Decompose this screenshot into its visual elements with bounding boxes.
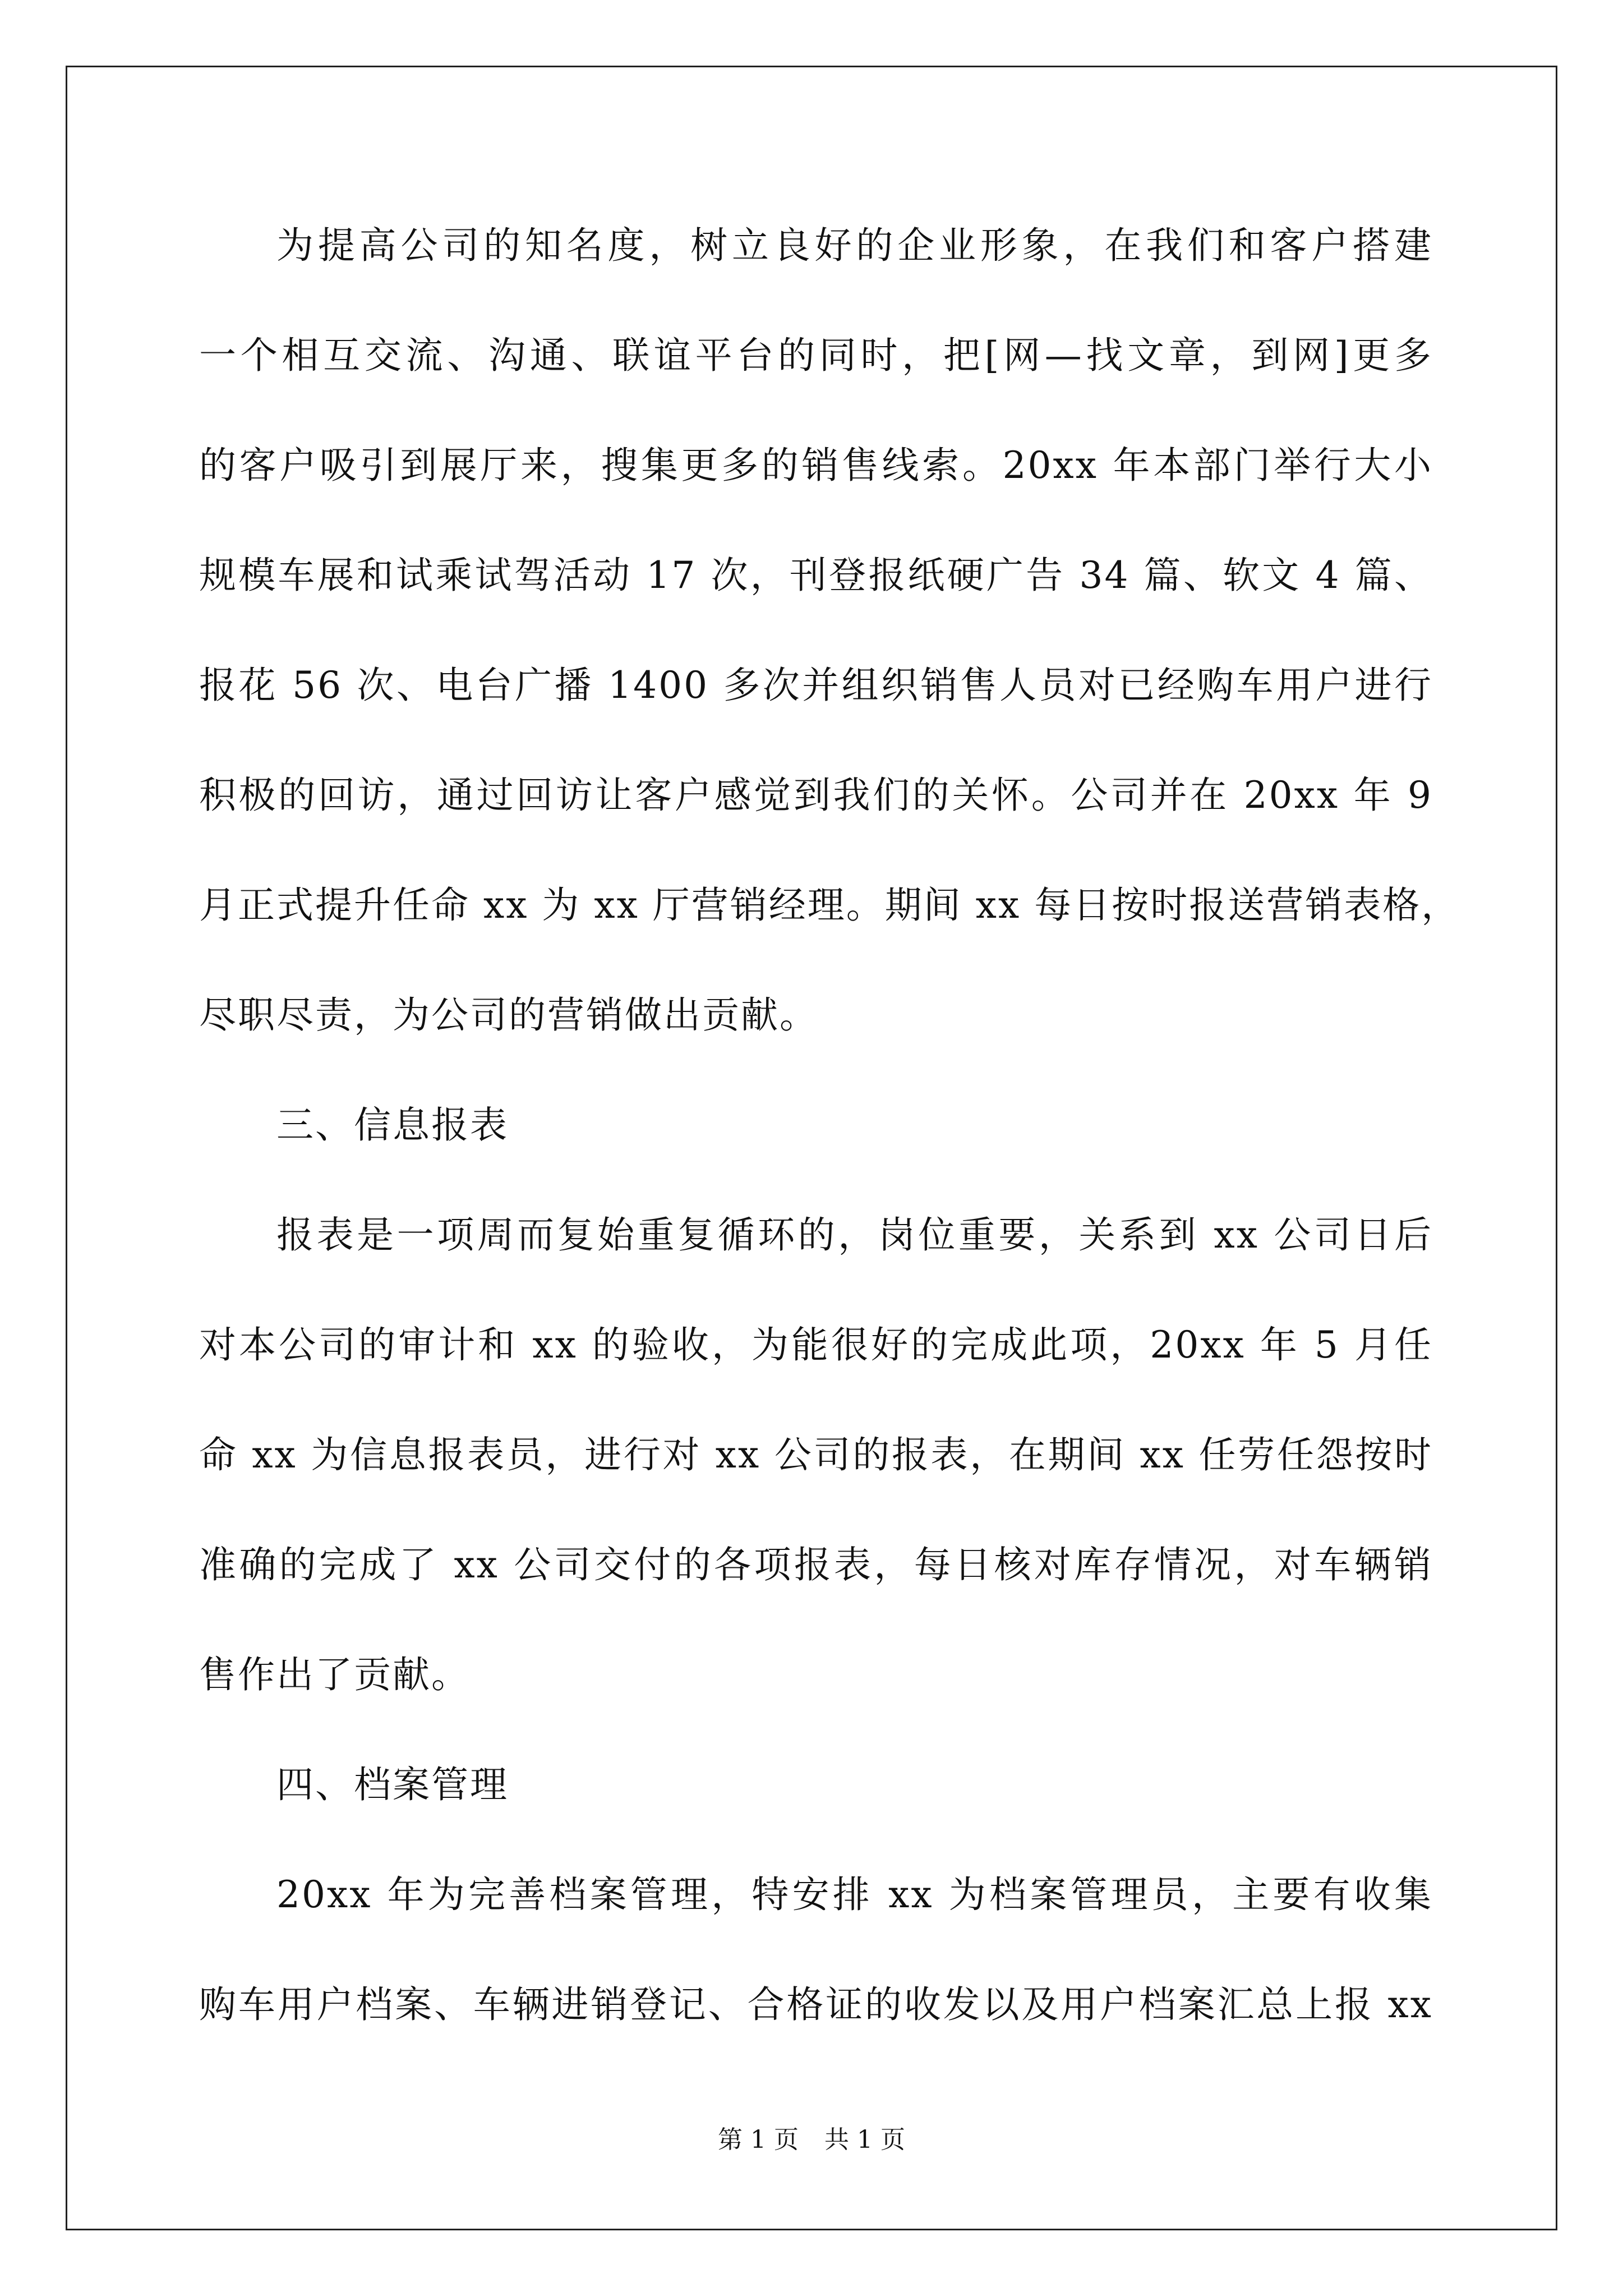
paragraph-line: 的客户吸引到展厅来，搜集更多的销售线索。20xx 年本部门举行大小	[199, 444, 1433, 487]
paragraph-line: 准确的完成了 xx 公司交付的各项报表，每日核对库存情况，对车辆销	[199, 1543, 1433, 1586]
paragraph-line: 规模车展和试乘试驾活动 17 次，刊登报纸硬广告 34 篇、软文 4 篇、	[199, 554, 1433, 597]
paragraph-line: 月正式提升任命 xx 为 xx 厅营销经理。期间 xx 每日按时报送营销表格，	[199, 884, 1460, 927]
document-body	[199, 212, 1460, 2081]
paragraph-line: 购车用户档案、车辆进销登记、合格证的收发以及用户档案汇总上报 xx	[199, 1983, 1433, 2026]
paragraph-line: 售作出了贡献。	[199, 1653, 470, 1696]
paragraph-line: 报花 56 次、电台广播 1400 多次并组织销售人员对已经购车用户进行	[199, 664, 1433, 707]
paragraph-line: 对本公司的审计和 xx 的验收，为能很好的完成此项，20xx 年 5 月任	[199, 1323, 1433, 1366]
page-total: 共 1 页	[824, 2125, 905, 2154]
paragraph-line: 20xx 年为完善档案管理，特安排 xx 为档案管理员，主要有收集	[276, 1873, 1433, 1916]
paragraph-line: 报表是一项周而复始重复循环的，岗位重要，关系到 xx 公司日后	[276, 1213, 1433, 1257]
paragraph-line: 积极的回访，通过回访让客户感觉到我们的关怀。公司并在 20xx 年 9	[199, 774, 1433, 817]
paragraph-line: 为提高公司的知名度，树立良好的企业形象，在我们和客户搭建	[276, 224, 1433, 267]
paragraph-line: 一个相互交流、沟通、联谊平台的同时，把[网—找文章，到网]更多	[199, 334, 1433, 377]
section-heading: 四、档案管理	[276, 1763, 509, 1806]
page-footer	[0, 2123, 1623, 2157]
paragraph-line: 尽职尽责，为公司的营销做出贡献。	[199, 993, 818, 1037]
section-heading: 三、信息报表	[276, 1103, 509, 1147]
page-number: 第 1 页	[718, 2125, 799, 2154]
paragraph-line: 命 xx 为信息报表员，进行对 xx 公司的报表，在期间 xx 任劳任怨按时	[199, 1433, 1433, 1476]
